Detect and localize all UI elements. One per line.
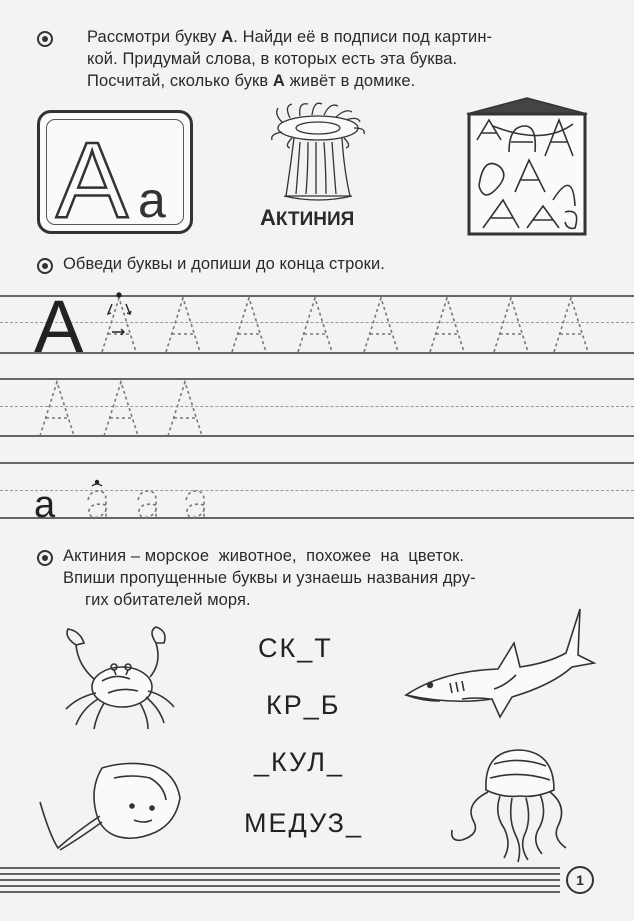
bullet-icon (37, 258, 53, 274)
task3-line1: Актиния – морское животное, похожее на цветок. (63, 547, 465, 565)
anemone-caption: АКТИНИЯ (260, 205, 355, 230)
bullet-icon (37, 550, 53, 566)
card-upper-letter: A (56, 125, 129, 225)
tracing-row-3 (0, 478, 634, 522)
task3-line2: Впиши пропущенные буквы и узнаешь названия дру- (63, 569, 476, 587)
letter-card (37, 110, 193, 234)
crab-illustration (56, 625, 182, 735)
task1-line3: Посчитай, сколько букв А живёт в домике. (87, 72, 416, 90)
guide-line (0, 462, 634, 464)
card-lower-letter: a (138, 172, 166, 225)
stingray-illustration (36, 758, 186, 852)
shark-illustration (402, 605, 596, 723)
task3-line3: гих обитателей моря. (85, 591, 251, 609)
word-jellyfish: МЕДУЗ_ (244, 808, 363, 838)
letter-card-glyphs (54, 125, 184, 225)
task3-text (63, 545, 603, 611)
sample-letter-lower: a (34, 484, 56, 522)
bullet-icon (37, 31, 53, 47)
task1-text (87, 26, 597, 92)
task2-text: Обведи буквы и допиши до конца строки. (63, 255, 385, 273)
letter-house-illustration (463, 96, 591, 238)
task1-line2: кой. Придумай слова, в которых есть эта буква. (87, 50, 458, 68)
task1-line1: Рассмотри букву А. Найди её в подписи под картин- (87, 28, 493, 46)
tracing-row-1 (0, 292, 634, 356)
word-shark: _КУЛ_ (254, 747, 345, 777)
anemone-illustration (268, 100, 368, 205)
page-number: 1 (576, 872, 584, 888)
tracing-row-2 (0, 376, 634, 440)
sample-letter-upper: A (34, 292, 84, 356)
word-crab: КР_Б (266, 690, 341, 720)
jellyfish-illustration (444, 744, 572, 864)
footer-lines (0, 864, 634, 896)
page-number-badge (566, 866, 594, 894)
word-cat: СК_Т (258, 633, 333, 663)
